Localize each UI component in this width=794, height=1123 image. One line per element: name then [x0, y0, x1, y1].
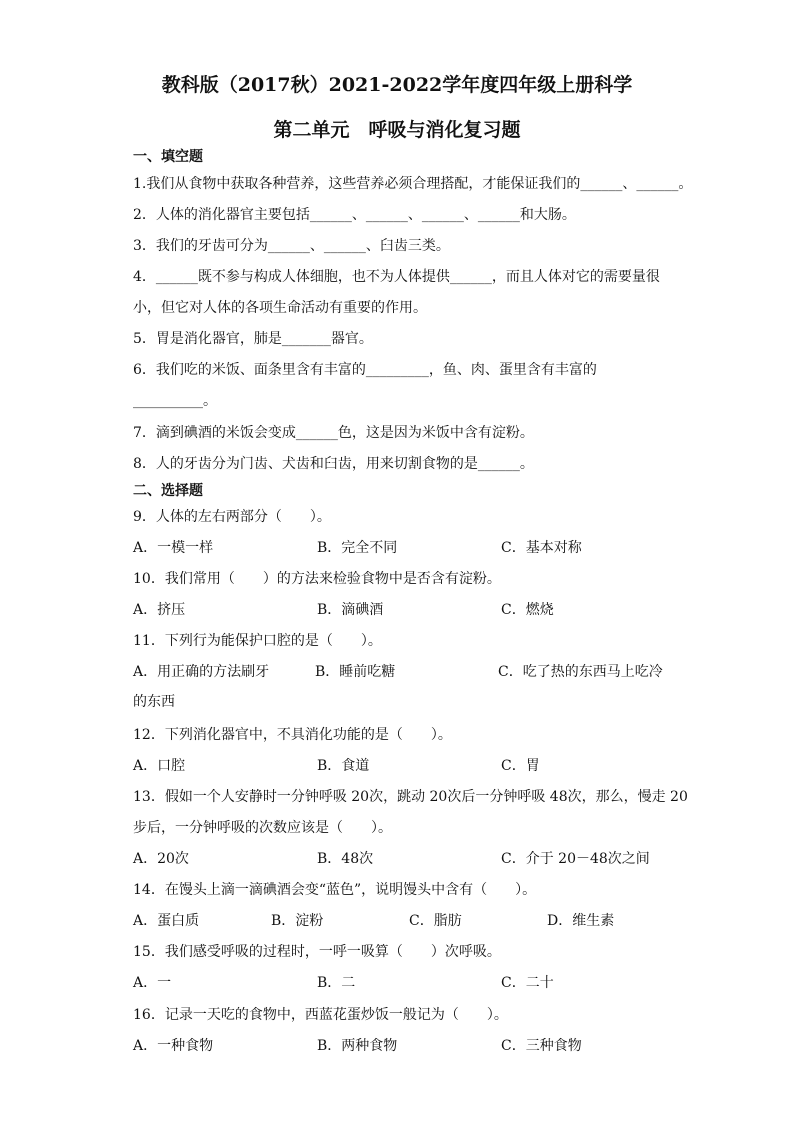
- choice-question-16: 16．记录一天吃的食物中，西蓝花蛋炒饭一般记为（ ）。: [133, 1007, 508, 1023]
- fill-question-5: 5．胃是消化器官，肺是_______器官。: [133, 331, 373, 347]
- fill-question-7: 7．滴到碘酒的米饭会变成______色，这是因为米饭中含有淀粉。: [133, 425, 534, 441]
- choice-15-option-b: B．二: [317, 975, 356, 991]
- section-heading-fill: 一、填空题: [133, 149, 203, 165]
- choice-14-option-c: C．脂肪: [409, 913, 462, 929]
- choice-10-option-c: C．燃烧: [501, 602, 554, 618]
- choice-12-option-c: C．胃: [501, 758, 540, 774]
- choice-14-option-a: A．蛋白质: [133, 913, 200, 929]
- fill-question-6: 6．我们吃的米饭、面条里含有丰富的_________，鱼、肉、蛋里含有丰富的: [133, 362, 597, 378]
- choice-14-option-d: D．维生素: [547, 913, 615, 929]
- choice-question-9: 9．人体的左右两部分（ ）。: [133, 509, 331, 525]
- fill-question-1: 1.我们从食物中获取各种营养，这些营养必须合理搭配，才能保证我们的______、______。: [133, 176, 693, 192]
- choice-question-14: 14．在馒头上滴一滴碘酒会变“蓝色”，说明馒头中含有（ ）。: [133, 882, 537, 898]
- choice-11-option-c-cont: 的东西: [133, 694, 175, 710]
- fill-question-3: 3．我们的牙齿可分为______、______、臼齿三类。: [133, 238, 450, 254]
- choice-13-option-b: B．48次: [317, 851, 374, 867]
- choice-13-option-c: C．介于 20－48次之间: [501, 851, 650, 867]
- fill-question-4: 4．______既不参与构成人体细胞，也不为人体提供______，而且人体对它的需要量很: [133, 269, 660, 285]
- choice-question-13-cont: 步后，一分钟呼吸的次数应该是（ ）。: [133, 820, 392, 836]
- choice-question-15: 15．我们感受呼吸的过程时，一呼一吸算（ ）次呼吸。: [133, 944, 501, 960]
- choice-11-option-b: B．睡前吃糖: [315, 664, 396, 680]
- choice-9-option-b: B．完全不同: [317, 540, 398, 556]
- choice-14-option-b: B．淀粉: [271, 913, 324, 929]
- choice-10-option-b: B．滴碘酒: [317, 602, 384, 618]
- choice-16-option-a: A．一种食物: [133, 1038, 214, 1054]
- choice-10-option-a: A．挤压: [133, 602, 186, 618]
- choice-13-option-a: A．20次: [133, 851, 189, 867]
- section-heading-choice: 二、选择题: [133, 483, 203, 499]
- choice-12-option-b: B．食道: [317, 758, 370, 774]
- choice-9-option-c: C．基本对称: [501, 540, 582, 556]
- choice-9-option-a: A．一模一样: [133, 540, 214, 556]
- fill-question-8: 8．人的牙齿分为门齿、犬齿和臼齿，用来切割食物的是______。: [133, 456, 534, 472]
- fill-question-2: 2．人体的消化器官主要包括______、______、______、______和大肠。: [133, 207, 576, 223]
- choice-15-option-c: C．二十: [501, 975, 554, 991]
- page-title: 教科版（2017秋）2021-2022学年度四年级上册科学: [161, 74, 633, 96]
- choice-question-11: 11．下列行为能保护口腔的是（ ）。: [133, 633, 382, 649]
- fill-question-6-cont: __________。: [133, 393, 217, 409]
- choice-15-option-a: A．一: [133, 975, 172, 991]
- choice-question-13: 13．假如一个人安静时一分钟呼吸 20次，跳动 20次后一分钟呼吸 48次，那么，慢走 20: [133, 789, 688, 805]
- choice-11-option-c: C．吃了热的东西马上吃冷: [498, 664, 663, 680]
- choice-16-option-c: C．三种食物: [501, 1038, 582, 1054]
- page-subtitle: 第二单元 呼吸与消化复习题: [273, 119, 521, 141]
- fill-question-4-cont: 小，但它对人体的各项生命活动有重要的作用。: [133, 300, 427, 316]
- choice-11-option-a: A．用正确的方法刷牙: [133, 664, 270, 680]
- choice-question-12: 12．下列消化器官中，不具消化功能的是（ ）。: [133, 727, 452, 743]
- choice-12-option-a: A．口腔: [133, 758, 186, 774]
- choice-question-10: 10．我们常用（ ）的方法来检验食物中是否含有淀粉。: [133, 571, 501, 587]
- choice-16-option-b: B．两种食物: [317, 1038, 398, 1054]
